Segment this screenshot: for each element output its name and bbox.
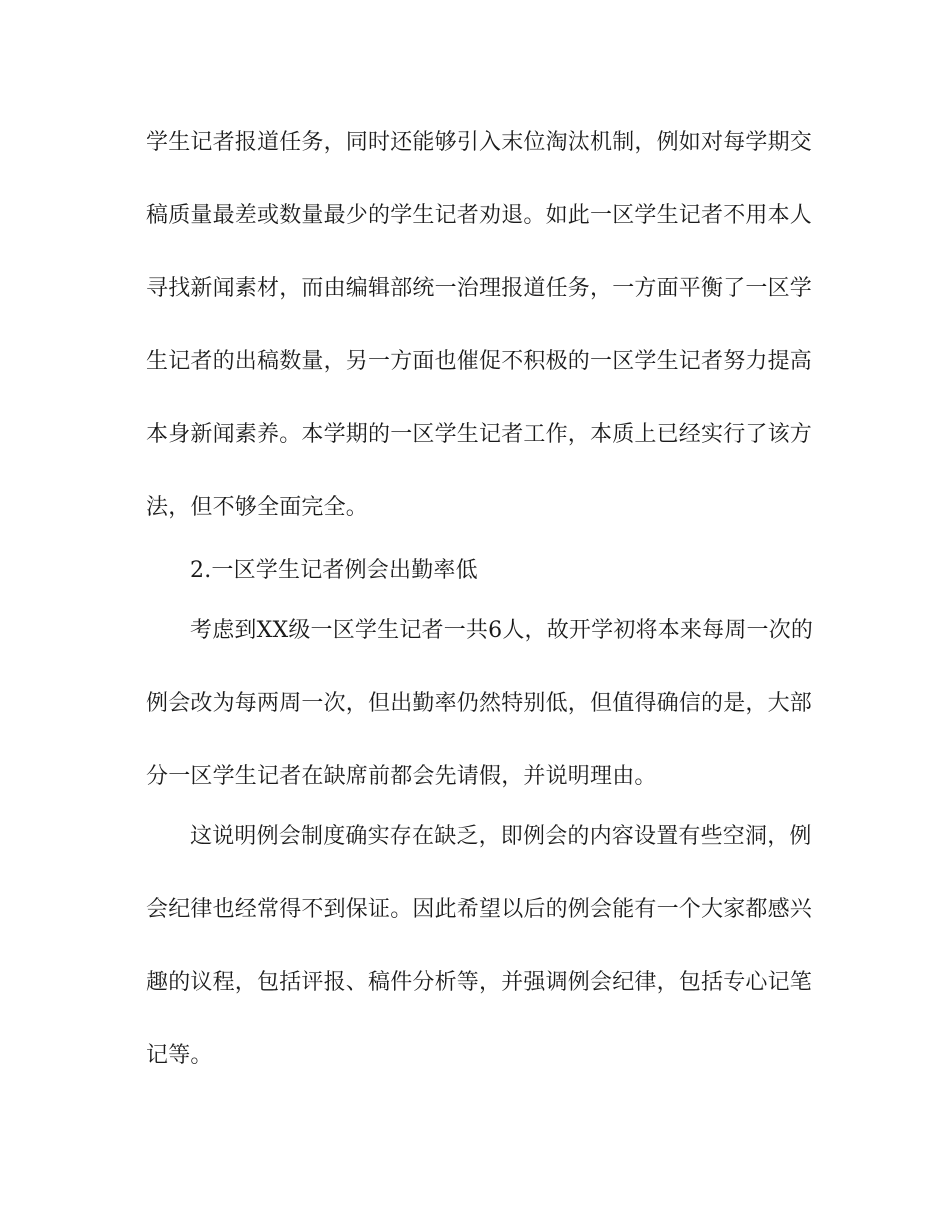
paragraph-line: 趣的议程，包括评报、稿件分析等，并强调例会纪律，包括专心记笔 bbox=[146, 970, 813, 995]
paragraph-line: 法，但不够全面完全。 bbox=[146, 495, 369, 520]
paragraph-line: 这说明例会制度确实存在缺乏，即例会的内容设置有些空洞，例 bbox=[190, 824, 812, 849]
paragraph-line: 会纪律也经常得不到保证。因此希望以后的例会能有一个大家都感兴 bbox=[146, 897, 813, 922]
paragraph-line: 稿质量最差或数量最少的学生记者劝退。如此一区学生记者不用本人 bbox=[146, 203, 813, 228]
paragraph-line: 本身新闻素养。本学期的一区学生记者工作，本质上已经实行了该方 bbox=[146, 422, 813, 447]
paragraph-line: 寻找新闻素材，而由编辑部统一治理报道任务，一方面平衡了一区学 bbox=[146, 276, 813, 301]
paragraph-line: 例会改为每两周一次，但出勤率仍然特别低，但值得确信的是，大部 bbox=[146, 691, 813, 716]
paragraph-line: 记等。 bbox=[146, 1043, 213, 1068]
paragraph-line: 分一区学生记者在缺席前都会先请假，并说明理由。 bbox=[146, 764, 657, 789]
paragraph-line: 学生记者报道任务，同时还能够引入末位淘汰机制，例如对每学期交 bbox=[146, 130, 813, 155]
paragraph-line: 考虑到XX级一区学生记者一共6人，故开学初将本来每周一次的 bbox=[190, 618, 814, 643]
paragraph-line: 生记者的出稿数量，另一方面也催促不积极的一区学生记者努力提高 bbox=[146, 349, 813, 374]
section-heading: 2.一区学生记者例会出勤率低 bbox=[190, 558, 478, 583]
